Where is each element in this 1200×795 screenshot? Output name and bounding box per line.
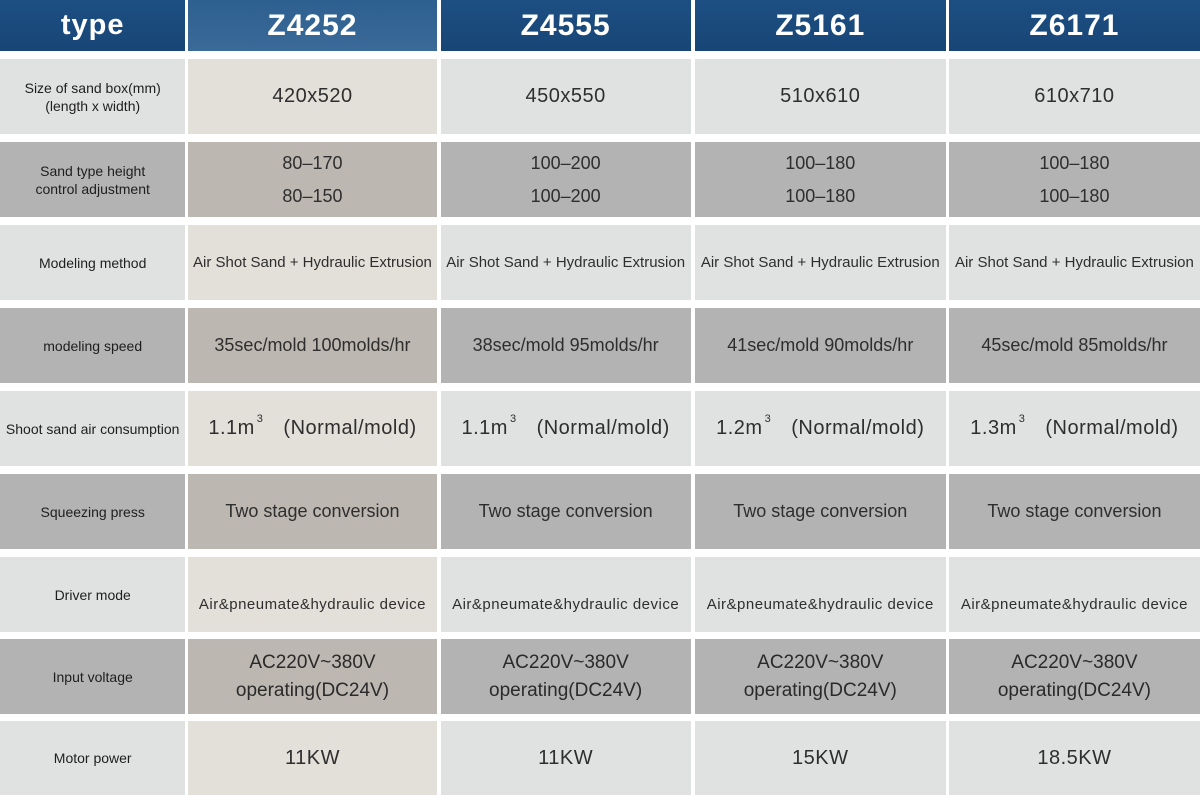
table-cell: 41sec/mold 90molds/hr [695,308,946,383]
air-amount: 1.1m [208,417,255,439]
table-cell [188,142,436,217]
table-cell [695,639,946,714]
cell-line: operating(DC24V) [489,679,643,701]
exponent: 3 [256,413,264,426]
model-header: Z5161 [695,0,946,51]
cell-line: 100–180 [1039,152,1110,173]
exponent: 3 [509,413,517,426]
cell-line: 80–150 [282,185,343,206]
cell-line: operating(DC24V) [997,679,1151,701]
air-amount: 1.1m [461,417,508,439]
row-label-line: (length x width) [45,97,141,114]
exponent: 3 [764,413,772,426]
cell-line: 100–180 [1039,185,1110,206]
air-unit: (Normal/mold) [283,417,417,439]
cell-line: 100–200 [530,152,601,173]
table-cell: Air Shot Sand + Hydraulic Extrusion [949,225,1200,300]
cell-line: 100–200 [530,185,601,206]
row-label: Shoot sand air consumption [0,391,185,466]
table-cell [949,391,1200,466]
air-unit: (Normal/mold) [1045,417,1179,439]
row-label [0,59,185,134]
model-header: Z6171 [949,0,1200,51]
table-cell: Air Shot Sand + Hydraulic Extrusion [188,225,436,300]
table-row [0,308,1200,383]
model-header: Z4252 [188,0,436,51]
table-cell [695,391,946,466]
table-cell [441,639,691,714]
table-row [0,557,1200,632]
table-cell: 420x520 [188,59,436,134]
table-row [0,142,1200,217]
table-cell: Air&pneumate&hydraulic device [188,557,436,632]
cell-line: AC220V~380V [757,651,884,673]
cell-line: operating(DC24V) [743,679,897,701]
table-row [0,721,1200,795]
table-cell: Air&pneumate&hydraulic device [441,557,691,632]
air-unit: (Normal/mold) [791,417,925,439]
table-row [0,59,1200,134]
table-cell: 45sec/mold 85molds/hr [949,308,1200,383]
table-cell [441,391,691,466]
table-cell: 11KW [188,721,436,795]
table-cell: 610x710 [949,59,1200,134]
row-label-line: control adjustment [35,180,150,197]
type-header: type [0,0,185,51]
row-label: Modeling method [0,225,185,300]
table-cell [949,142,1200,217]
model-header: Z4555 [441,0,691,51]
table-cell: 35sec/mold 100molds/hr [188,308,436,383]
table-cell: 510x610 [695,59,946,134]
cell-line: operating(DC24V) [235,679,390,701]
cell-line: 100–180 [785,185,856,206]
cell-line: AC220V~380V [502,651,629,673]
table-row [0,474,1200,549]
row-label-line: Sand type height [40,162,146,179]
table-cell: Air Shot Sand + Hydraulic Extrusion [441,225,691,300]
table-cell: Two stage conversion [695,474,946,549]
table-cell [695,142,946,217]
air-amount: 1.3m [970,417,1017,439]
table-row [0,639,1200,714]
table-cell [188,639,436,714]
table-cell: 450x550 [441,59,691,134]
table-cell [441,142,691,217]
table-header-row [0,0,1200,51]
air-amount: 1.2m [716,417,763,439]
row-label: Driver mode [0,557,185,632]
cell-line: AC220V~380V [1011,651,1138,673]
table-cell: Air&pneumate&hydraulic device [949,557,1200,632]
table-cell: Two stage conversion [949,474,1200,549]
table-cell: 38sec/mold 95molds/hr [441,308,691,383]
row-label-line: Size of sand box(mm) [24,79,161,96]
table-cell: Two stage conversion [188,474,436,549]
table-cell: Air Shot Sand + Hydraulic Extrusion [695,225,946,300]
air-unit: (Normal/mold) [536,417,670,439]
row-label: Squeezing press [0,474,185,549]
table-row [0,391,1200,466]
table-row [0,225,1200,300]
row-label: Input voltage [0,639,185,714]
table-cell: Air&pneumate&hydraulic device [695,557,946,632]
table-cell [188,391,436,466]
table-cell [949,639,1200,714]
row-label: modeling speed [0,308,185,383]
cell-line: AC220V~380V [249,651,376,673]
cell-line: 100–180 [785,152,856,173]
table-cell: 11KW [441,721,691,795]
table-cell: 18.5KW [949,721,1200,795]
row-label: Motor power [0,721,185,795]
table-cell: Two stage conversion [441,474,691,549]
row-label [0,142,185,217]
exponent: 3 [1018,413,1026,426]
cell-line: 80–170 [282,152,343,173]
table-cell: 15KW [695,721,946,795]
